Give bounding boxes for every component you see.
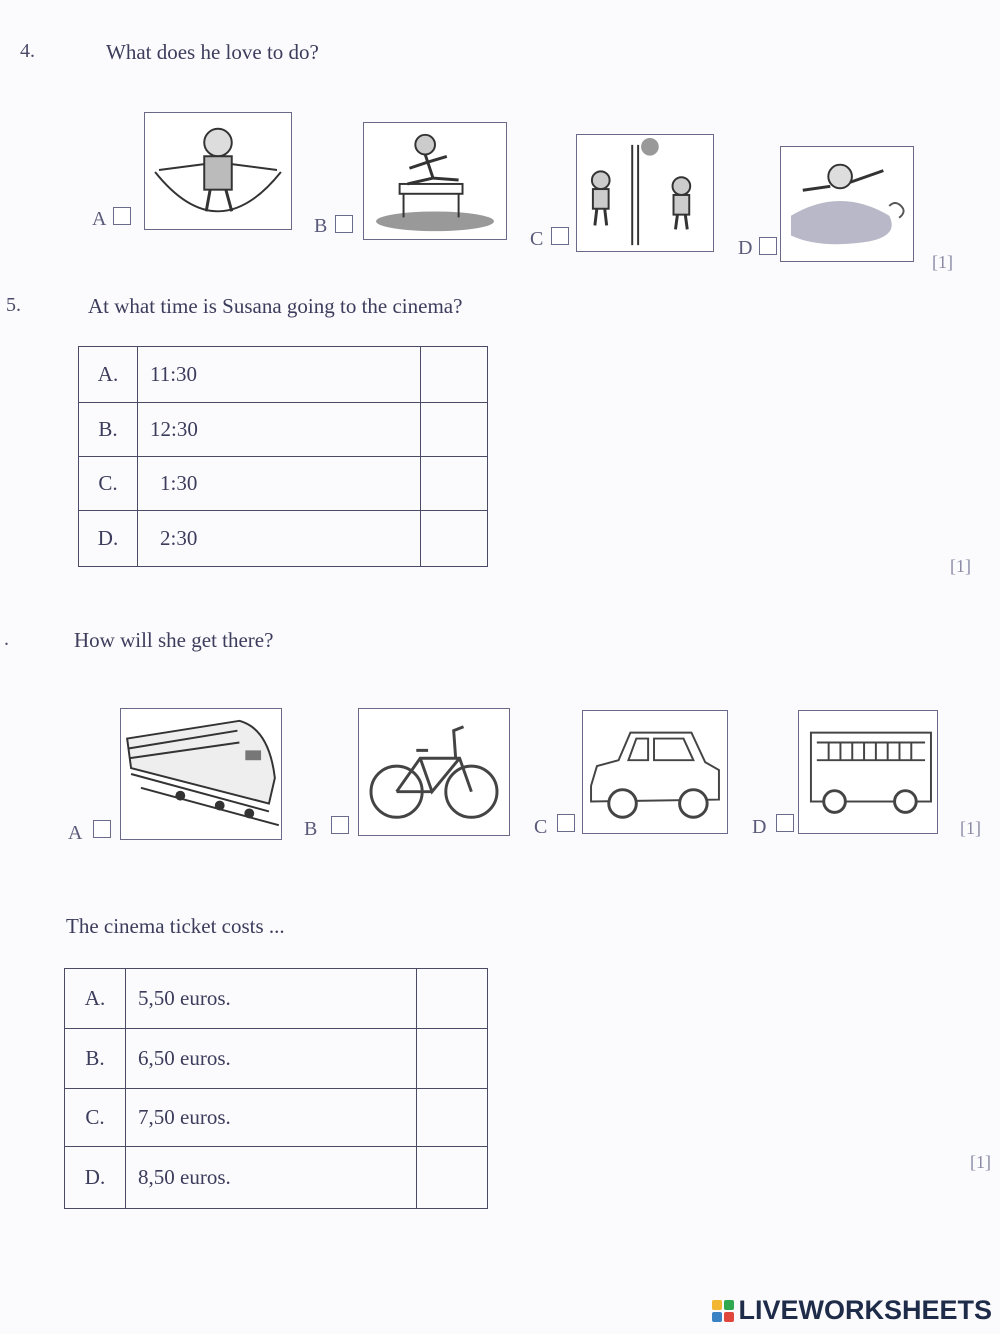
q4-question: What does he love to do?	[106, 40, 319, 64]
q4-b-letter: B	[314, 215, 328, 237]
q5-options-table	[78, 346, 488, 567]
q7-d-value: 8,50 euros.	[126, 1147, 417, 1209]
q4-d-letter: D	[738, 237, 753, 259]
volleyball-icon	[576, 134, 714, 252]
q7-a-letter: A.	[65, 969, 126, 1029]
q6-mark: [1]	[960, 818, 981, 838]
q5-number: 5.	[6, 294, 21, 316]
liveworksheets-logo	[712, 1295, 992, 1326]
q7-question: The cinema ticket costs ...	[66, 914, 285, 938]
q6-d-checkbox[interactable]	[776, 814, 794, 832]
bicycle-icon	[358, 708, 510, 836]
q4-number: 4.	[20, 40, 35, 62]
q7-c-letter: C.	[65, 1089, 126, 1147]
train-icon	[120, 708, 282, 840]
q5-c-answer-cell[interactable]	[421, 457, 488, 511]
q5-c-value: 1:30	[138, 457, 421, 511]
q5-b-value: 12:30	[138, 403, 421, 457]
q5-a-value: 11:30	[138, 347, 421, 403]
hurdles-icon	[363, 122, 507, 240]
swimming-icon	[780, 146, 914, 262]
q4-b-checkbox[interactable]	[335, 215, 353, 233]
q5-d-letter: D.	[79, 511, 138, 567]
q7-c-value: 7,50 euros.	[126, 1089, 417, 1147]
brand-icon	[712, 1300, 734, 1322]
q7-d-letter: D.	[65, 1147, 126, 1209]
q5-question: At what time is Susana going to the cinema?	[88, 294, 463, 318]
q4-c-checkbox[interactable]	[551, 227, 569, 245]
q5-d-answer-cell[interactable]	[421, 511, 488, 567]
table-row	[65, 969, 488, 1029]
brand-name: LIVEWORKSHEETS	[738, 1295, 992, 1325]
q5-b-answer-cell[interactable]	[421, 403, 488, 457]
table-row	[79, 347, 488, 403]
jump-rope-icon	[144, 112, 292, 230]
bus-icon	[798, 710, 938, 834]
table-row	[65, 1147, 488, 1209]
q4-a-letter: A	[92, 208, 107, 230]
q6-d-letter: D	[752, 816, 767, 838]
q7-d-answer-cell[interactable]	[417, 1147, 488, 1209]
q6-question: How will she get there?	[74, 628, 274, 652]
q4-mark: [1]	[932, 252, 953, 272]
q6-b-checkbox[interactable]	[331, 816, 349, 834]
q6-a-letter: A	[68, 822, 83, 844]
q7-options-table	[64, 968, 488, 1209]
q5-mark: [1]	[950, 556, 971, 576]
q7-a-value: 5,50 euros.	[126, 969, 417, 1029]
q5-b-letter: B.	[79, 403, 138, 457]
q6-a-checkbox[interactable]	[93, 820, 111, 838]
table-row	[79, 511, 488, 567]
q5-c-letter: C.	[79, 457, 138, 511]
q7-b-answer-cell[interactable]	[417, 1029, 488, 1089]
q4-a-checkbox[interactable]	[113, 207, 131, 225]
q5-d-value: 2:30	[138, 511, 421, 567]
q4-d-checkbox[interactable]	[759, 237, 777, 255]
q5-a-letter: A.	[79, 347, 138, 403]
q7-mark: [1]	[970, 1152, 991, 1172]
table-row	[65, 1089, 488, 1147]
q7-c-answer-cell[interactable]	[417, 1089, 488, 1147]
q6-c-letter: C	[534, 816, 548, 838]
q5-a-answer-cell[interactable]	[421, 347, 488, 403]
q7-b-value: 6,50 euros.	[126, 1029, 417, 1089]
table-row	[79, 403, 488, 457]
q7-b-letter: B.	[65, 1029, 126, 1089]
q6-number: .	[4, 628, 9, 650]
table-row	[79, 457, 488, 511]
q6-b-letter: B	[304, 818, 318, 840]
q7-a-answer-cell[interactable]	[417, 969, 488, 1029]
q6-c-checkbox[interactable]	[557, 814, 575, 832]
q4-c-letter: C	[530, 228, 544, 250]
table-row	[65, 1029, 488, 1089]
car-icon	[582, 710, 728, 834]
